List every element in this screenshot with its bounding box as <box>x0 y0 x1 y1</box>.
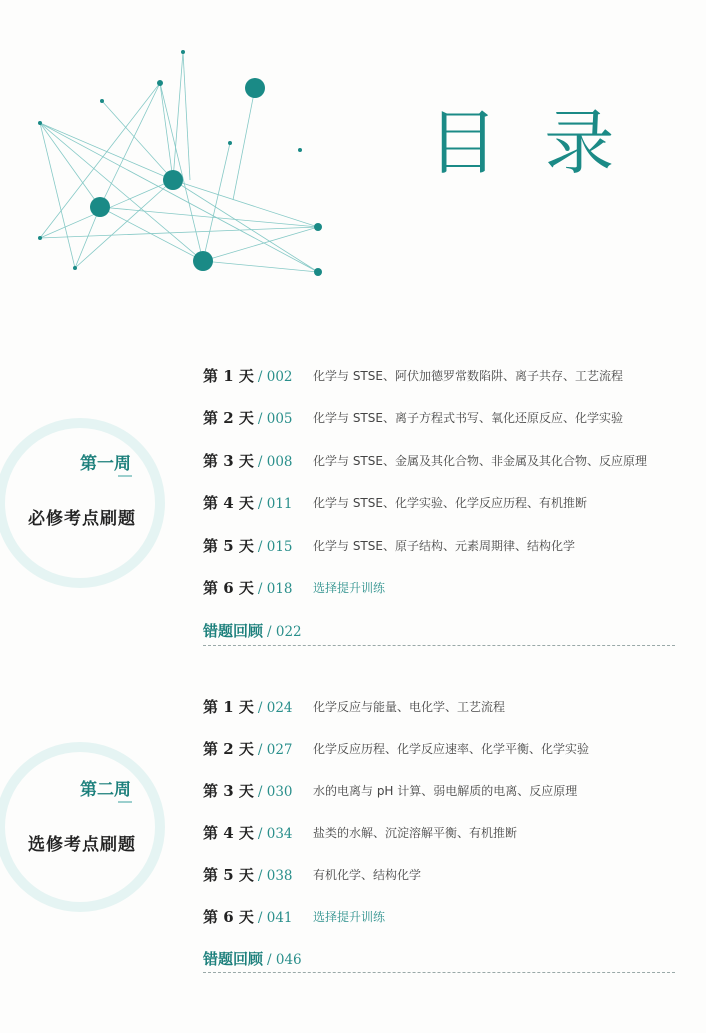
toc-entry[interactable] <box>203 696 293 718</box>
day-label: 第 4 天 <box>203 494 254 512</box>
topic-text: 水的电离与 pH 计算、弱电解质的电离、反应原理 <box>313 784 578 798</box>
day-label: 第 4 天 <box>203 824 254 842</box>
page-number: / 038 <box>257 868 293 884</box>
section-divider <box>203 645 675 646</box>
section-divider <box>203 972 675 973</box>
day-label: 第 5 天 <box>203 866 254 884</box>
molecule-network-decoration <box>0 0 340 300</box>
page-title: 目 录 <box>428 102 627 184</box>
page-number: / 041 <box>257 910 293 926</box>
week-2-rule <box>118 801 132 803</box>
week-1-subtitle: 必修考点刷题 <box>28 509 136 529</box>
page-number: / 022 <box>267 624 302 640</box>
toc-entry[interactable] <box>203 535 293 557</box>
review-entry[interactable] <box>203 620 302 641</box>
toc-entry[interactable] <box>203 577 293 599</box>
page-number: / 005 <box>257 411 293 427</box>
page-number: / 030 <box>257 784 293 800</box>
topic-text: 化学与 STSE、金属及其化合物、非金属及其化合物、反应原理 <box>313 454 647 468</box>
day-label: 第 2 天 <box>203 740 254 758</box>
week-2-label: 第二周 <box>80 780 131 800</box>
toc-entry[interactable] <box>203 492 293 514</box>
day-label: 第 2 天 <box>203 409 254 427</box>
toc-entry[interactable] <box>203 822 293 844</box>
toc-entry[interactable] <box>203 450 293 472</box>
day-label: 第 5 天 <box>203 537 254 555</box>
review-label: 错题回顾 <box>203 622 264 640</box>
review-entry[interactable] <box>203 948 302 969</box>
toc-entry[interactable] <box>203 780 293 802</box>
topic-text: 化学与 STSE、离子方程式书写、氧化还原反应、化学实验 <box>313 411 623 425</box>
page-number: / 015 <box>257 539 293 555</box>
topic-text: 化学与 STSE、阿伏加德罗常数陷阱、离子共存、工艺流程 <box>313 369 623 383</box>
topic-text: 化学反应历程、化学反应速率、化学平衡、化学实验 <box>313 742 590 756</box>
week-1-rule <box>118 475 132 477</box>
day-label: 第 1 天 <box>203 698 254 716</box>
review-label: 错题回顾 <box>203 950 264 968</box>
toc-entry[interactable] <box>203 906 293 928</box>
day-label: 第 3 天 <box>203 782 254 800</box>
topic-text: 选择提升训练 <box>313 910 386 924</box>
day-label: 第 1 天 <box>203 367 254 385</box>
day-label: 第 3 天 <box>203 452 254 470</box>
page-number: / 027 <box>257 742 293 758</box>
topic-text: 化学反应与能量、电化学、工艺流程 <box>313 700 506 714</box>
topic-text: 选择提升训练 <box>313 581 386 595</box>
page-number: / 018 <box>257 581 293 597</box>
page-number: / 024 <box>257 700 293 716</box>
page-number: / 011 <box>257 496 293 512</box>
week-2-circle-decoration <box>0 742 165 912</box>
topic-text: 盐类的水解、沉淀溶解平衡、有机推断 <box>313 826 518 840</box>
page-number: / 008 <box>257 454 293 470</box>
toc-entry[interactable] <box>203 407 293 429</box>
toc-entry[interactable] <box>203 365 293 387</box>
topic-text: 化学与 STSE、化学实验、化学反应历程、有机推断 <box>313 496 587 510</box>
day-label: 第 6 天 <box>203 579 254 597</box>
topic-text: 化学与 STSE、原子结构、元素周期律、结构化学 <box>313 539 575 553</box>
page-number: / 034 <box>257 826 293 842</box>
day-label: 第 6 天 <box>203 908 254 926</box>
week-2-subtitle: 选修考点刷题 <box>28 835 136 855</box>
page-number: / 046 <box>267 952 302 968</box>
week-1-circle-decoration <box>0 418 165 588</box>
topic-text: 有机化学、结构化学 <box>313 868 422 882</box>
week-1-label: 第一周 <box>80 454 131 474</box>
page-number: / 002 <box>257 369 293 385</box>
toc-entry[interactable] <box>203 864 293 886</box>
toc-entry[interactable] <box>203 738 293 760</box>
